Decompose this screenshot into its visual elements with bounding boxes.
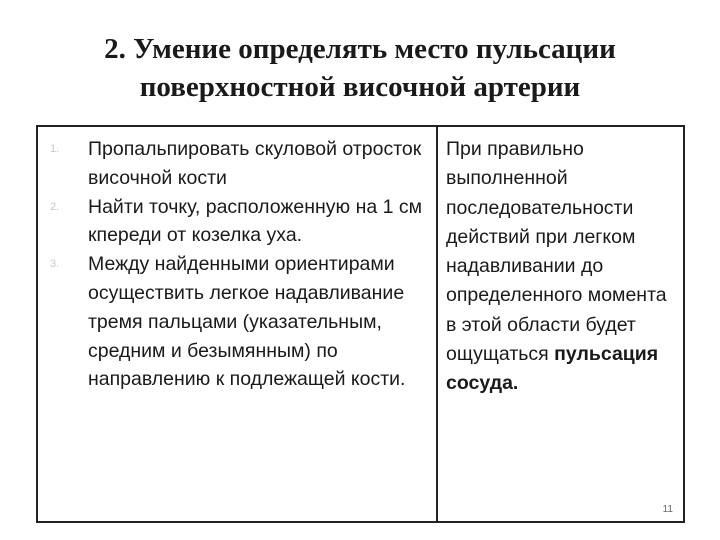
- step-number: 2.: [50, 200, 60, 213]
- title-line-2: поверхностной височной артерии: [139, 71, 581, 103]
- step-text: Между найденными ориентирами осуществить легкое надавливание тремя пальцами (указательным, средним и безымянным) по направлению к подлежащей кости.: [88, 253, 406, 391]
- step-number: 1.: [50, 143, 60, 155]
- result-paragraph: [446, 135, 679, 399]
- step-text: Найти точку, расположенную на 1 см кпереди от козелка уха.: [88, 195, 423, 247]
- result-text: При правильно выполненной последовательности действий при легком надавливании до определенного момента в этой области будет ощущаться: [446, 138, 667, 366]
- content-table: [36, 125, 685, 523]
- step-item-1: [38, 135, 436, 193]
- step-text: Пропальпировать скуловой отросток височной кости: [88, 138, 422, 189]
- slide-title: [40, 30, 680, 106]
- step-item-2: [38, 193, 436, 251]
- step-item-3: [38, 250, 436, 394]
- steps-list: [38, 135, 436, 394]
- title-line-1: 2. Умение определять место пульсации: [104, 33, 616, 65]
- result-emphasis: пульсация сосуда.: [446, 343, 659, 395]
- result-column: [438, 127, 683, 521]
- steps-column: [38, 127, 438, 521]
- page-number: 11: [662, 504, 673, 515]
- step-number: 3.: [50, 258, 60, 271]
